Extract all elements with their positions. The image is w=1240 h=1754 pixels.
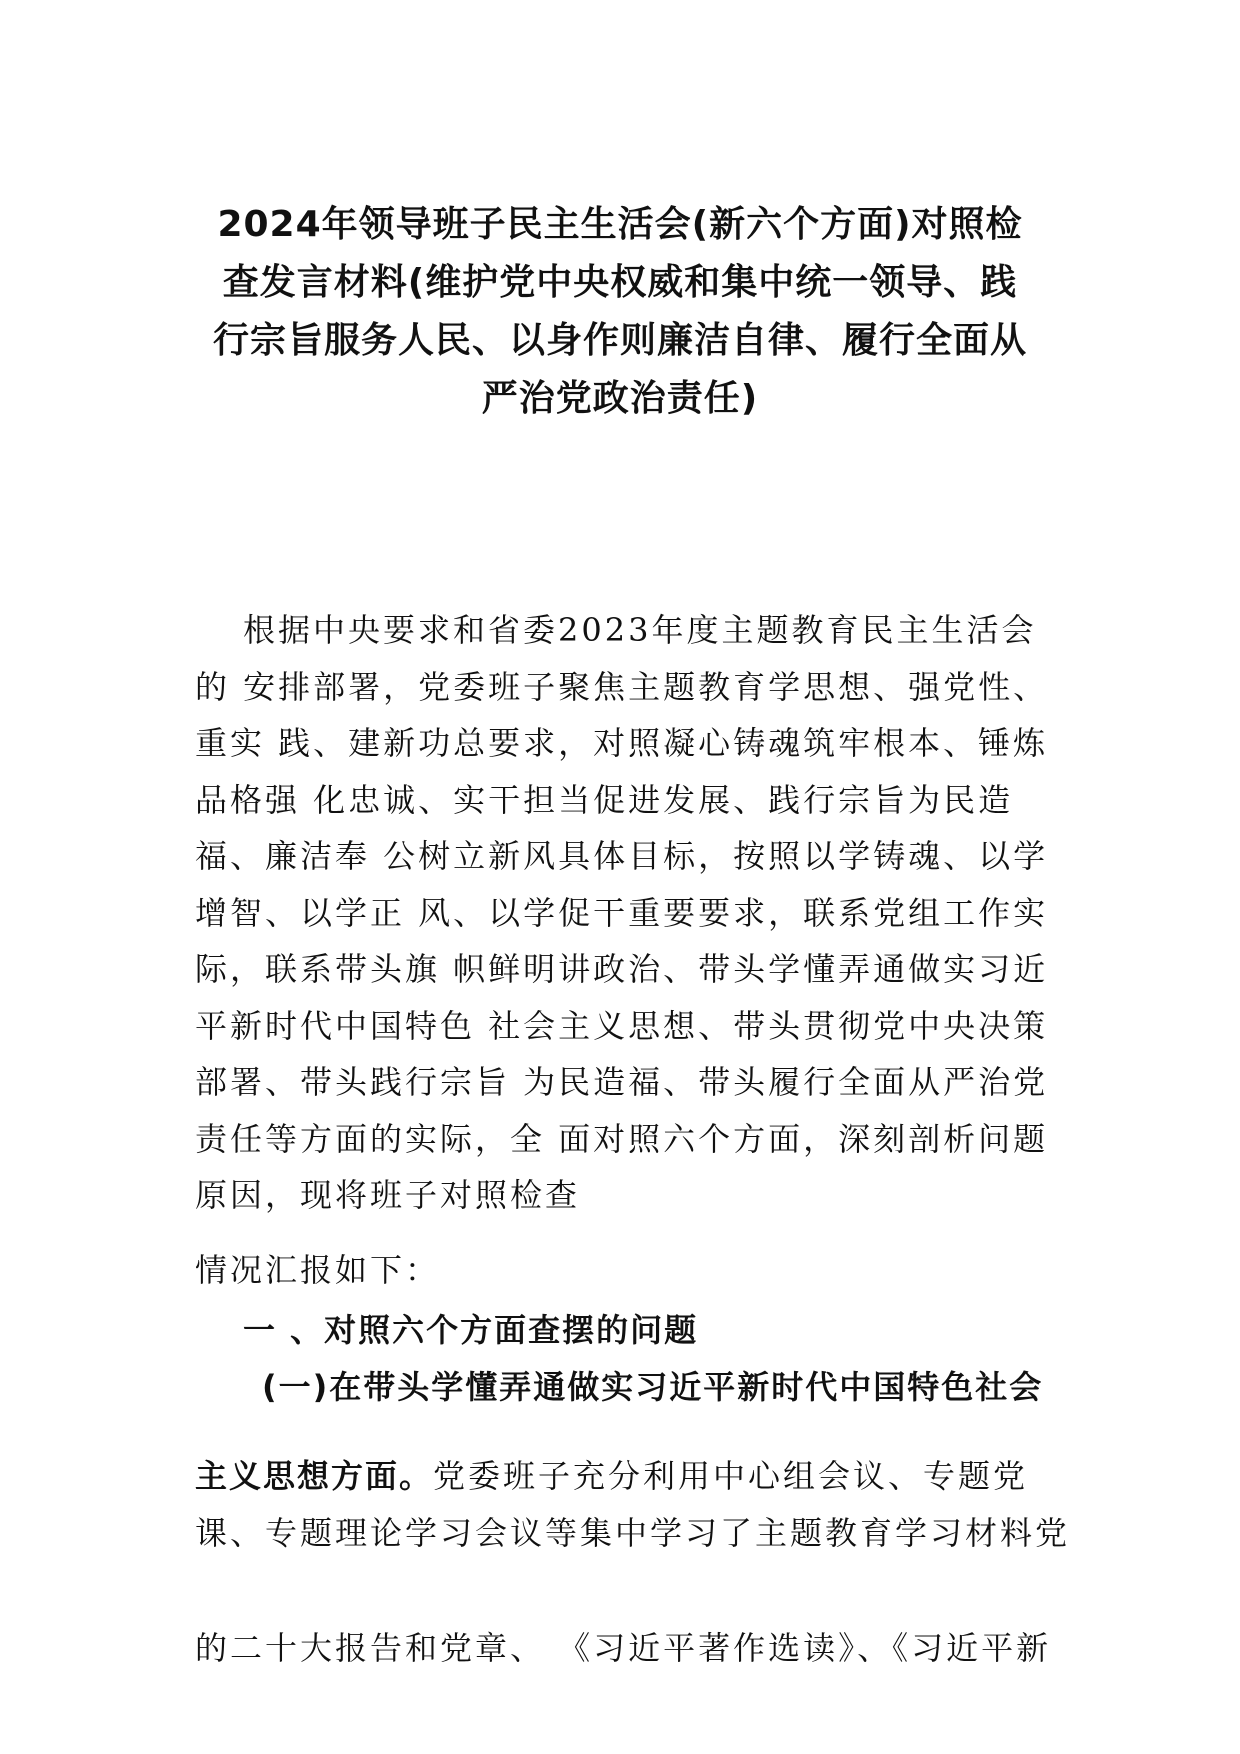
intro-line: 的 安排部署，党委班子聚焦主题教育学思想、强党性、 bbox=[195, 667, 1049, 706]
intro-line: 平新时代中国特色 社会主义思想、带头贯彻党中央决策 bbox=[195, 1006, 1049, 1045]
section-heading-1: 一 、对照六个方面查摆的问题 bbox=[243, 1311, 699, 1349]
document-title bbox=[195, 196, 1045, 428]
section-lead-bold: 主义思想方面。 bbox=[195, 1457, 434, 1495]
section-line-1-rest: 党委班子充分利用中心组会议、专题党 bbox=[433, 1457, 1029, 1495]
section-line-1 bbox=[195, 1451, 1028, 1497]
section-line-2: 课、专题理论学习会议等集中学习了主题教育学习材料党 bbox=[195, 1514, 1071, 1552]
intro-line: 增智、以学正 风、以学促干重要要求，联系党组工作实 bbox=[195, 893, 1049, 932]
intro-line: 重实 践、建新功总要求，对照凝心铸魂筑牢根本、锤炼 bbox=[195, 724, 1049, 762]
intro-line: 根据中央要求和省委2023年度主题教育民主生活会 bbox=[243, 611, 1037, 649]
intro-line: 责任等方面的实际，全 面对照六个方面，深刻剖析问题 bbox=[195, 1119, 1049, 1158]
intro-line: 品格强 化忠诚、实干担当促进发展、践行宗旨为民造 bbox=[195, 780, 1014, 819]
intro-line: 部署、带头践行宗旨 为民造福、带头履行全面从严治党 bbox=[195, 1063, 1049, 1101]
section-line-3: 的二十大报告和党章、 《习近平著作选读》、《习近平新 bbox=[195, 1629, 1052, 1667]
intro-line: 际，联系带头旗 帜鲜明讲政治、带头学懂弄通做实习近 bbox=[195, 950, 1049, 988]
title-line-3: 行宗旨服务人民、以身作则廉洁自律、履行全面从 bbox=[212, 320, 1027, 361]
intro-line: 原因，现将班子对照检查 bbox=[195, 1176, 581, 1214]
intro-paragraph bbox=[195, 602, 1049, 1224]
intro-line: 福、廉洁奉 公树立新风具体目标，按照以学铸魂、以学 bbox=[195, 837, 1049, 875]
section-heading-2: (一)在带头学懂弄通做实习近平新时代中国特色社会 bbox=[262, 1368, 1044, 1406]
title-line-4: 严治党政治责任) bbox=[481, 378, 759, 419]
report-line: 情况汇报如下： bbox=[195, 1251, 441, 1289]
title-line-2: 查发言材料(维护党中央权威和集中统一领导、践 bbox=[222, 262, 1018, 303]
title-line-1: 2024年领导班子民主生活会(新六个方面)对照检 bbox=[217, 204, 1023, 245]
